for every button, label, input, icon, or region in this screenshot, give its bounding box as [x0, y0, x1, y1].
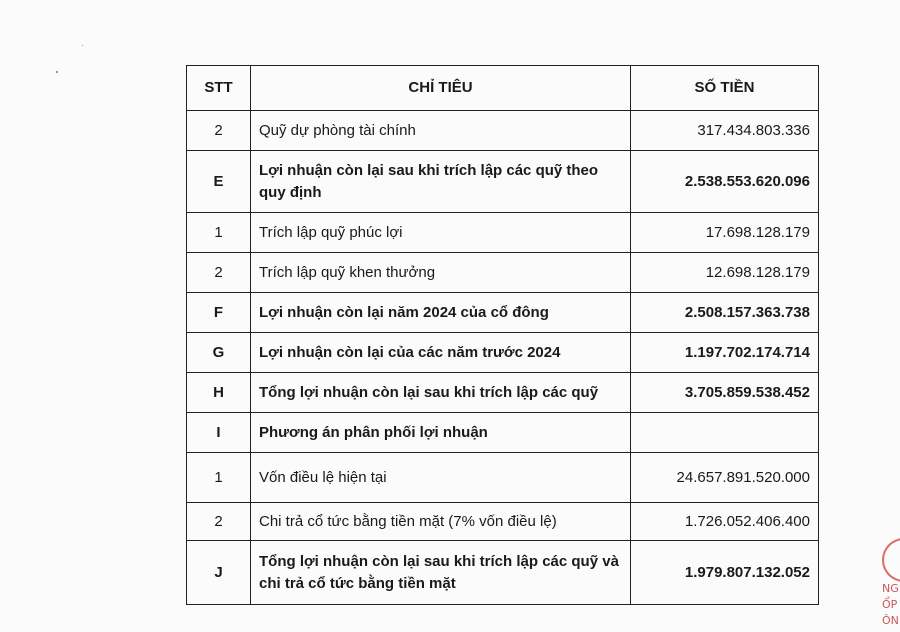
row-chi-tieu: Vốn điều lệ hiện tại — [251, 453, 631, 503]
table-row — [187, 253, 819, 293]
row-so-tien: 24.657.891.520.000 — [631, 453, 819, 503]
row-stt: 1 — [187, 213, 251, 253]
row-so-tien: 1.979.807.132.052 — [631, 541, 819, 605]
speck — [56, 71, 58, 73]
table-row — [187, 541, 819, 605]
row-stt: I — [187, 413, 251, 453]
header-chi-tieu: CHỈ TIÊU — [251, 66, 631, 111]
table-row — [187, 333, 819, 373]
row-stt: H — [187, 373, 251, 413]
row-so-tien: 17.698.128.179 — [631, 213, 819, 253]
table-row — [187, 453, 819, 503]
speck — [82, 45, 83, 46]
row-chi-tieu: Lợi nhuận còn lại sau khi trích lập các quỹ theo quy định — [251, 151, 631, 213]
table-row — [187, 413, 819, 453]
row-chi-tieu: Trích lập quỹ khen thưởng — [251, 253, 631, 293]
row-chi-tieu: Quỹ dự phòng tài chính — [251, 111, 631, 151]
row-chi-tieu: Phương án phân phối lợi nhuận — [251, 413, 631, 453]
row-chi-tieu: Lợi nhuận còn lại năm 2024 của cổ đông — [251, 293, 631, 333]
red-seal-stamp — [876, 520, 900, 632]
header-row — [187, 66, 819, 111]
row-chi-tieu: Tổng lợi nhuận còn lại sau khi trích lập các quỹ và chi trả cổ tức bằng tiền mặt — [251, 541, 631, 605]
stamp-text: ỔP — [882, 598, 898, 611]
stamp-text: ÔN — [882, 614, 899, 627]
header-stt: STT — [187, 66, 251, 111]
row-stt: 1 — [187, 453, 251, 503]
row-stt: 2 — [187, 253, 251, 293]
row-so-tien: 1.197.702.174.714 — [631, 333, 819, 373]
row-so-tien: 2.538.553.620.096 — [631, 151, 819, 213]
row-stt: J — [187, 541, 251, 605]
header-so-tien: SỐ TIỀN — [631, 66, 819, 111]
table-row — [187, 111, 819, 151]
row-stt: 2 — [187, 111, 251, 151]
table-row — [187, 151, 819, 213]
row-stt: E — [187, 151, 251, 213]
row-stt: G — [187, 333, 251, 373]
row-so-tien — [631, 413, 819, 453]
row-so-tien: 12.698.128.179 — [631, 253, 819, 293]
row-chi-tieu: Lợi nhuận còn lại của các năm trước 2024 — [251, 333, 631, 373]
row-chi-tieu: Trích lập quỹ phúc lợi — [251, 213, 631, 253]
row-so-tien: 1.726.052.406.400 — [631, 503, 819, 541]
table-row — [187, 213, 819, 253]
row-so-tien: 2.508.157.363.738 — [631, 293, 819, 333]
row-stt: F — [187, 293, 251, 333]
table-row — [187, 373, 819, 413]
row-stt: 2 — [187, 503, 251, 541]
row-so-tien: 317.434.803.336 — [631, 111, 819, 151]
stamp-text: NG — [882, 582, 899, 595]
row-so-tien: 3.705.859.538.452 — [631, 373, 819, 413]
table-row — [187, 293, 819, 333]
row-chi-tieu: Chi trả cổ tức bằng tiền mặt (7% vốn điều lệ) — [251, 503, 631, 541]
row-chi-tieu: Tổng lợi nhuận còn lại sau khi trích lập các quỹ — [251, 373, 631, 413]
profit-distribution-table — [186, 65, 819, 605]
stamp-arc — [882, 538, 900, 582]
table-row — [187, 503, 819, 541]
